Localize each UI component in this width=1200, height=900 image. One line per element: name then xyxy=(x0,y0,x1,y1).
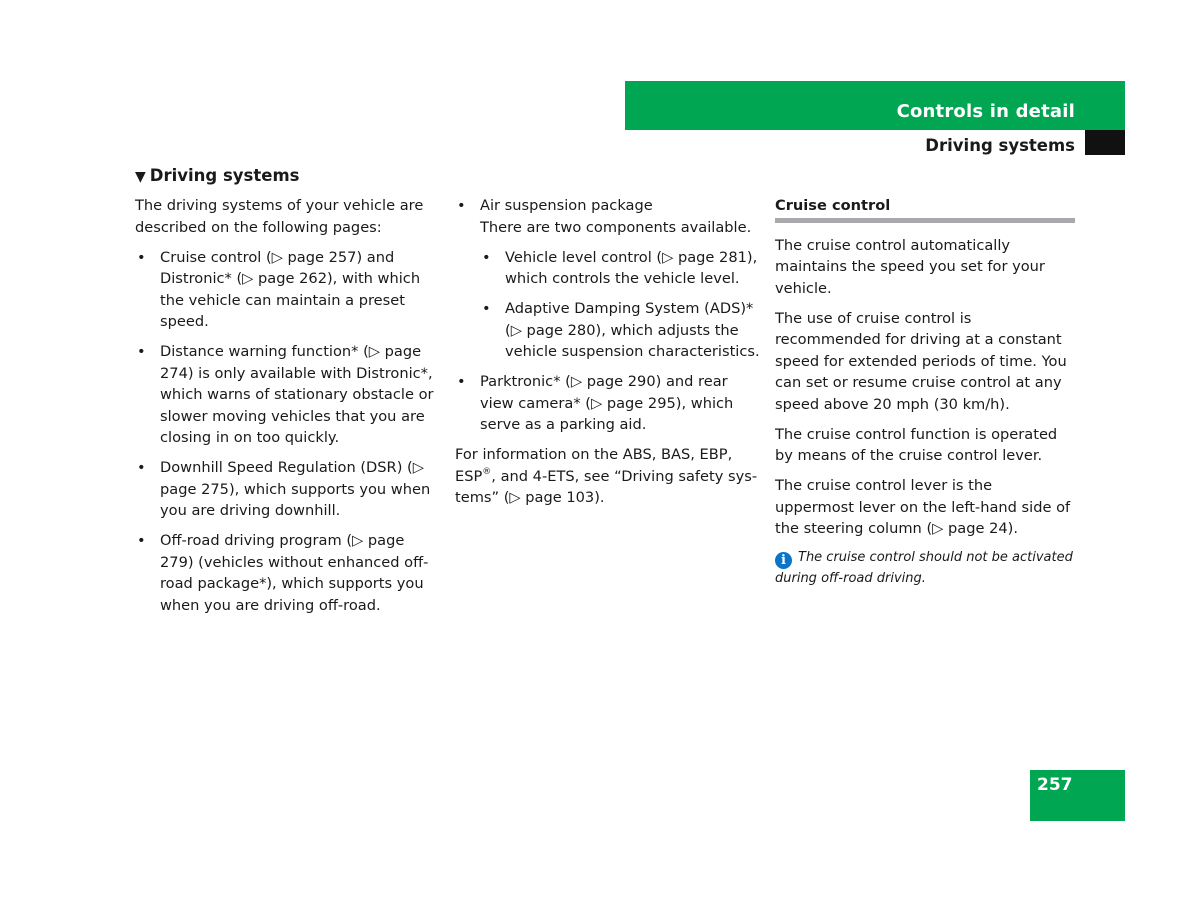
air-suspension-title: • Air suspension package xyxy=(480,197,653,214)
info-icon: i xyxy=(775,552,792,569)
info-note-text: The cruise control should not be activated during off-road driving. xyxy=(775,550,1073,586)
list-item: • Off-road driving program (▷ page 279) (vehicles without enhanced off-road package*), which supports you when you are driving off-road. xyxy=(135,530,440,616)
driving-systems-list xyxy=(135,247,440,617)
section-title: Driving systems xyxy=(925,136,1075,155)
list-item: • Distance warning function* (▷ page 274) is only available with Distronic*, which warns of stationary obstacle or slower moving vehicles that you are closing in on too quickly. xyxy=(135,341,440,449)
triangle-marker-icon: ▼ xyxy=(135,169,146,185)
list-item: • Cruise control (▷ page 257) and Distronic* (▷ page 262), with which the vehicle can maintain a preset speed. xyxy=(135,247,440,333)
list-item-parktronic: • Parktronic* (▷ page 290) and rear view camera* (▷ page 295), which serve as a parking aid. xyxy=(455,371,760,436)
intro-paragraph: The driving systems of your vehicle are described on the following pages: xyxy=(135,197,424,236)
column-1 xyxy=(135,195,440,625)
page-heading xyxy=(135,166,299,185)
cruise-paragraph: The cruise control function is operated by means of the cruise control lever. xyxy=(775,425,1058,464)
column-3 xyxy=(775,195,1075,588)
page-number: 257 xyxy=(1037,775,1073,795)
cruise-paragraph: The use of cruise control is recommended for driving at a constant speed for extended periods of time. You can set or resume cruise control at any speed above 20 mph (30 km/h). xyxy=(775,309,1067,413)
page-heading-text: Driving systems xyxy=(149,166,300,185)
registered-mark: ® xyxy=(482,466,492,477)
chapter-title: Controls in detail xyxy=(896,101,1075,122)
column-2 xyxy=(455,195,760,517)
cruise-paragraph: The cruise control lever is the uppermost lever on the left-hand side of the steering column (▷ page 24). xyxy=(775,477,1071,537)
driving-systems-list-continued xyxy=(455,195,760,436)
air-suspension-components xyxy=(480,247,760,363)
list-item: • Downhill Speed Regulation (DSR) (▷ page 275), which supports you when you are driving downhill. xyxy=(135,457,440,522)
list-item: • Vehicle level control (▷ page 281), which controls the vehicle level. xyxy=(480,247,760,290)
air-suspension-subtitle: There are two components available. xyxy=(480,218,752,236)
list-item-air-suspension xyxy=(455,195,760,363)
list-item: • Adaptive Damping System (ADS)* (▷ page 280), which adjusts the vehicle suspension characteristics. xyxy=(480,298,760,363)
cruise-paragraph: The cruise control automatically maintains the speed you set for your vehicle. xyxy=(775,236,1045,297)
safety-systems-paragraph: For information on the ABS, BAS, EBP, ESP®, and 4-ETS, see “Driving safety systems” (▷ page 103). xyxy=(455,446,758,506)
cruise-control-heading: Cruise control xyxy=(775,195,1075,223)
section-tab-marker xyxy=(1085,130,1125,155)
info-note xyxy=(775,548,1075,588)
